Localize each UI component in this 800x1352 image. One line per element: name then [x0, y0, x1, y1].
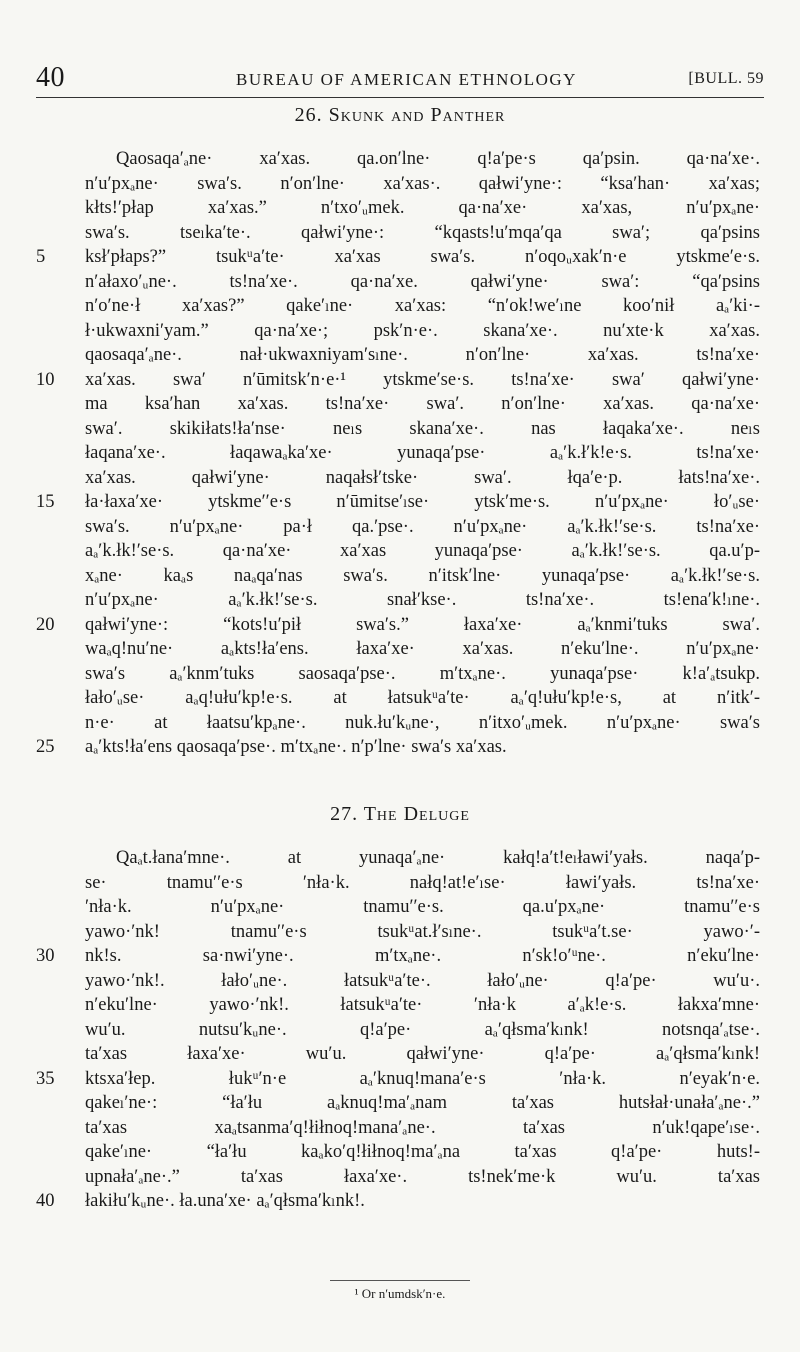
line-number: 40 — [36, 1191, 55, 1211]
text-line — [0, 564, 800, 589]
line-text: swa′s. n′u′pxₐne· pa·ł qa.′pse·. n′u′pxₐne· aₐ′k.łk!′se·s. ts!na′xe· — [85, 516, 760, 537]
line-text: łakiłu′kᵤne·. ła.una′xe· aₐ′qłsma′kₗnk!. — [85, 1191, 365, 1211]
line-text: Qaosaqa′ₐne· xa′xas. qa.on′lne· q!a′pe·s qa′psin. qa·na′xe·. — [116, 149, 760, 169]
text-line — [0, 1067, 800, 1092]
line-text: n′eku′lne· yawo·′nk!. łatsukᵘa′te· ′nła·k a′ₐk!e·s. łakxa′mne· — [85, 995, 760, 1015]
line-text: n′u′pxₐne· aₐ′k.łk!′se·s. snał′kse·. ts!na′xe·. ts!ena′k!ₗne·. — [85, 590, 760, 610]
text-line — [0, 588, 800, 613]
line-text: qakeₗ′ne·: “ła′łu aₐknuq!ma′ₐnam ta′xas hutsłał·unała′ₐne·.” — [85, 1093, 760, 1113]
text-line — [0, 343, 800, 368]
section-body-skunk-panther — [0, 147, 800, 760]
line-text: yawo·′nk!. łało′ᵤne·. łatsukᵘa′te·. łało′ᵤne· q!a′pe· wu′u·. — [85, 970, 760, 991]
text-line — [0, 969, 800, 994]
line-text: ł·ukwaxni′yam.” qa·na′xe·; psk′n·e·. skana′xe·. nu′xte·k xa′xas. — [85, 320, 760, 341]
page-header — [36, 60, 764, 94]
line-text: n′o′ne·ł xa′xas?” qake′ₗne· xa′xas: “n′ok!we′ₗne koo′nił aₐ′ki·- — [85, 296, 760, 316]
text-line — [0, 392, 800, 417]
section-title-deluge: 27. The Deluge — [330, 803, 470, 825]
bulletin-ref: [BULL. 59 — [688, 70, 764, 87]
line-text: waₐq!nu′ne· aₐkts!ła′ens. łaxa′xe· xa′xas. n′eku′lne·. n′u′pxₐne· — [85, 639, 760, 659]
section-title-skunk-panther: 26. Skunk and Panther — [294, 104, 506, 126]
line-text: aₐ′kts!ła′ens qaosaqa′pse·. m′txₐne·. n′p′lne· swa′s xa′xas. — [85, 737, 507, 757]
section-body-deluge — [0, 846, 800, 1214]
text-line — [0, 1140, 800, 1165]
text-line — [0, 735, 800, 760]
line-text: aₐ′k.łk!′se·s. qa·na′xe· xa′xas yunaqa′pse· aₐ′k.łk!′se·s. qa.u′p- — [85, 541, 760, 561]
header-rule — [36, 97, 764, 98]
line-number: 25 — [36, 737, 55, 757]
text-line — [0, 319, 800, 344]
line-text: ła·łaxa′xe· ytskme′′e·s n′ūmitse′ₗse· ytsk′me·s. n′u′pxₐne· ło′ᵤse· — [85, 492, 760, 512]
text-line — [0, 539, 800, 564]
text-line — [0, 711, 800, 736]
text-line — [0, 613, 800, 638]
line-number: 35 — [36, 1068, 55, 1089]
line-text: ksł′płaps?” tsukᵘa′te· xa′xas swa′s. n′oqoᵤxak′n·e ytskme′e·s. — [85, 247, 760, 267]
line-text: qaosaqa′ₐne·. nał·ukwaxniyam′sₗne·. n′on′lne· xa′xas. ts!na′xe· — [85, 345, 760, 365]
text-line — [0, 245, 800, 270]
text-line — [0, 1189, 800, 1214]
line-text: upnała′ₐne·.” ta′xas łaxa′xe·. ts!nek′me·k wu′u. ta′xas — [85, 1166, 760, 1187]
line-text: qałwi′yne·: “kots!u′pił swa′s.” łaxa′xe· aₐ′knmi′tuks swa′. — [85, 614, 760, 635]
line-text: ta′xas xaₐtsanma′q!łiłnoq!mana′ₐne·. ta′xas n′uk!qape′ₗse·. — [85, 1117, 760, 1138]
text-line — [0, 686, 800, 711]
page-number: 40 — [36, 62, 65, 93]
line-text: nk!s. sa·nwi′yne·. m′txₐne·. n′sk!o′ᵘne·. n′eku′lne· — [85, 946, 760, 966]
line-text: ma ksa′han xa′xas. ts!na′xe· swa′. n′on′lne· xa′xas. qa·na′xe· — [85, 394, 760, 414]
line-text: n·e· at łaatsu′kpₐne·. nuk.łu′kᵤne·, n′itxo′ᵤmek. n′u′pxₐne· swa′s — [85, 712, 760, 733]
text-line — [0, 920, 800, 945]
text-line — [0, 172, 800, 197]
text-line — [0, 637, 800, 662]
text-line — [0, 417, 800, 442]
line-text: qake′ₗne· “ła′łu kaₐko′q!łiłnoq!ma′ₐna ta′xas q!a′pe· huts!- — [85, 1142, 760, 1162]
line-text: xa′xas. qałwi′yne· naqałsł′tske· swa′. łqa′e·p. łats!na′xe·. — [85, 467, 760, 488]
line-number: 30 — [36, 946, 55, 966]
text-line — [0, 662, 800, 687]
footnote: ¹ Or n′umdsk′n·e. — [354, 1286, 446, 1301]
line-text: ktsxa′łep. łukᵘ′n·e aₐ′knuq!mana′e·s ′nła·k. n′eyak′n·e. — [85, 1068, 760, 1089]
text-line — [0, 1018, 800, 1043]
line-number: 5 — [36, 247, 46, 267]
text-line — [0, 1165, 800, 1190]
line-text: wu′u. nutsu′kᵤne·. q!a′pe· aₐ′qłsma′kₗnk! notsnqa′ₐtse·. — [85, 1019, 760, 1040]
line-number: 15 — [36, 492, 55, 512]
text-line — [0, 846, 800, 871]
text-line — [0, 221, 800, 246]
text-line — [0, 1042, 800, 1067]
text-line — [0, 368, 800, 393]
line-text: swa′s aₐ′knm′tuks saosaqa′pse·. m′txₐne·. yunaqa′pse· k!a′ₐtsukp. — [85, 663, 760, 684]
line-text: swa′s. tseₗka′te·. qałwi′yne·: “kqasts!u′mqa′qa swa′; qa′psins — [85, 222, 760, 243]
text-line — [0, 490, 800, 515]
line-text: n′ałaxo′ᵤne·. ts!na′xe·. qa·na′xe. qałwi′yne· swa′: “qa′psins — [85, 271, 760, 292]
text-line — [0, 147, 800, 172]
text-line — [0, 270, 800, 295]
line-text: se· tnamu′′e·s ′nła·k. nałq!at!e′ₗse· ławi′yałs. ts!na′xe· — [85, 872, 760, 893]
text-line — [0, 441, 800, 466]
line-number: 20 — [36, 614, 55, 635]
text-line — [0, 466, 800, 491]
line-number: 10 — [36, 369, 55, 390]
text-line — [0, 1116, 800, 1141]
line-text: Qaₐt.łana′mne·. at yunaqa′ₐne· kałq!a′t!eₗławi′yałs. naqa′p- — [116, 848, 760, 868]
line-text: kłts!′płap xa′xas.” n′txo′ᵤmek. qa·na′xe· xa′xas, n′u′pxₐne· — [85, 198, 760, 218]
text-line — [0, 871, 800, 896]
line-text: xa′xas. swa′ n′ūmitsk′n·e·¹ ytskme′se·s. ts!na′xe· swa′ qałwi′yne· — [85, 369, 760, 390]
text-line — [0, 944, 800, 969]
line-text: ta′xas łaxa′xe· wu′u. qałwi′yne· q!a′pe· aₐ′qłsma′kₗnk! — [85, 1044, 760, 1064]
text-line — [0, 1091, 800, 1116]
line-text: n′u′pxₐne· swa′s. n′on′lne· xa′xas·. qałwi′yne·: “ksa′han· xa′xas; — [85, 173, 760, 194]
text-line — [0, 895, 800, 920]
line-text: yawo·′nk! tnamu′′e·s tsukᵘat.ł′sₗne·. tsukᵘa′t.se· yawo·′- — [85, 921, 760, 942]
line-text: ′nła·k. n′u′pxₐne· tnamu′′e·s. qa.u′pxₐne· tnamu′′e·s — [85, 897, 760, 917]
text-line — [0, 993, 800, 1018]
line-text: łaqana′xe·. łaqawaₐka′xe· yunaqa′pse· aₐ′k.ł′k!e·s. ts!na′xe· — [85, 443, 760, 463]
text-line — [0, 515, 800, 540]
line-text: swa′. skikiłats!ła′nse· neₗs skana′xe·. nas łaqaka′xe·. neₗs — [85, 418, 760, 439]
line-text: łało′ᵤse· aₐq!ułu′kp!e·s. at łatsukᵘa′te· aₐ′q!ułu′kp!e·s, at n′itk′- — [85, 688, 760, 708]
text-line — [0, 294, 800, 319]
footnote-rule — [330, 1280, 470, 1281]
text-line — [0, 196, 800, 221]
running-head: BUREAU OF AMERICAN ETHNOLOGY — [236, 70, 577, 89]
line-text: xₐne· kaₐs naₐqa′nas swa′s. n′itsk′lne· yunaqa′pse· aₐ′k.łk!′se·s. — [85, 565, 760, 586]
